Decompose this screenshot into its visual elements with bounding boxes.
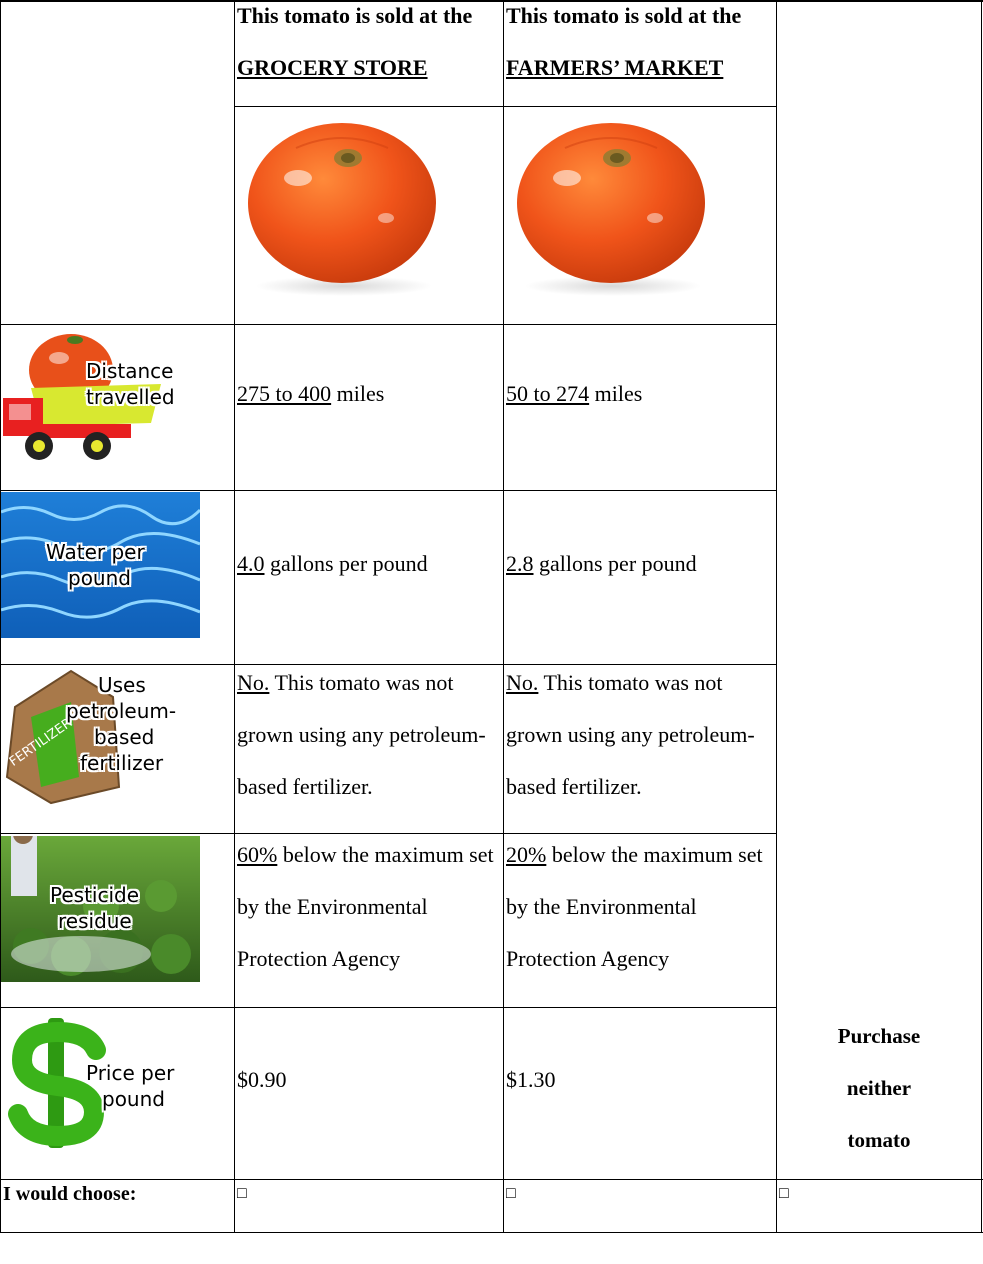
grocery-fertilizer-line3: based fertilizer. (237, 774, 373, 799)
farmers-distance (504, 368, 776, 420)
farmers-price (504, 1054, 776, 1106)
farmers-water-unit: gallons per pound (533, 551, 697, 576)
grocery-header (235, 0, 503, 94)
row-line-1 (0, 324, 777, 325)
farmers-checkbox-glyph: □ (506, 1185, 516, 1202)
grocery-store-label: GROCERY STORE (237, 55, 428, 80)
farmers-distance-unit: miles (589, 381, 643, 406)
grocery-distance-value: 275 to 400 (237, 381, 332, 406)
grocery-tomato-image (236, 108, 448, 298)
neither-checkbox-glyph: □ (779, 1185, 789, 1202)
col-line-1 (234, 0, 235, 1233)
fertilizer-label-line3: based (94, 725, 155, 749)
distance-label (86, 358, 175, 410)
border-right (981, 0, 982, 1233)
farmers-fertilizer (504, 657, 776, 813)
pesticide-label (50, 882, 139, 934)
farmers-distance-value: 50 to 274 (506, 381, 590, 406)
fertilizer-label-line4: fertilizer (80, 751, 164, 775)
price-label-line1: Price per (86, 1061, 175, 1085)
farmers-fertilizer-line1: This tomato was not (538, 670, 723, 695)
fertilizer-bag-text: FERTILIZER (6, 715, 76, 770)
grocery-distance (235, 368, 503, 420)
fertilizer-label-line2: petroleum- (66, 699, 177, 723)
farmers-tomato-image (505, 108, 717, 298)
farmers-pesticide-line2: by the Environmental (506, 894, 697, 919)
water-label-line1: Water per (46, 540, 145, 564)
grocery-checkbox[interactable] (235, 1180, 265, 1208)
grocery-price-value: $0.90 (237, 1067, 287, 1092)
farmers-pesticide (504, 829, 776, 985)
farmers-fertilizer-line3: based fertilizer. (506, 774, 642, 799)
farmers-pesticide-line3: Protection Agency (506, 946, 670, 971)
farmers-fertilizer-value: No. (506, 670, 539, 695)
farmers-fertilizer-line2: grown using any petroleum- (506, 722, 755, 747)
grocery-checkbox-glyph: □ (237, 1185, 247, 1202)
row-line-5 (0, 1007, 777, 1008)
grocery-fertilizer-line1: This tomato was not (269, 670, 454, 695)
farmers-market-label: FARMERS’ MARKET (506, 55, 724, 80)
grocery-price (235, 1054, 503, 1106)
farmers-checkbox[interactable] (504, 1180, 534, 1208)
neither-line1: Purchase (837, 1024, 921, 1048)
pesticide-label-line2: residue (58, 909, 132, 933)
fertilizer-label (66, 672, 176, 776)
farmers-water (504, 538, 776, 590)
grocery-distance-unit: miles (331, 381, 385, 406)
distance-label-line2: travelled (86, 385, 175, 409)
grocery-fertilizer (235, 657, 503, 813)
grocery-pesticide-line3: Protection Agency (237, 946, 401, 971)
distance-label-line1: Distance (86, 359, 174, 383)
farmers-header-line1: This tomato is sold at the (506, 3, 742, 28)
neither-line2: neither (846, 1076, 912, 1100)
grocery-water-unit: gallons per pound (264, 551, 428, 576)
fertilizer-label-line1: Uses (98, 673, 146, 697)
grocery-water (235, 538, 503, 590)
grocery-pesticide-line1: below the maximum set (277, 842, 494, 867)
grocery-fertilizer-value: No. (237, 670, 270, 695)
col-line-2 (503, 0, 504, 1233)
grocery-pesticide (235, 829, 503, 985)
border-bottom (0, 1232, 983, 1233)
price-label (86, 1060, 174, 1112)
farmers-price-value: $1.30 (506, 1067, 556, 1092)
neither-checkbox[interactable] (777, 1180, 807, 1208)
farmers-pesticide-line1: below the maximum set (546, 842, 763, 867)
water-label (46, 539, 145, 591)
farmers-pesticide-value: 20% (506, 842, 547, 867)
choose-label-text: I would choose: (3, 1183, 137, 1205)
row-line-2 (0, 490, 777, 491)
water-label-line2: pound (68, 566, 131, 590)
purchase-neither-option (777, 1010, 981, 1166)
grocery-fertilizer-line2: grown using any petroleum- (237, 722, 486, 747)
grocery-pesticide-value: 60% (237, 842, 278, 867)
pesticide-label-line1: Pesticide (50, 883, 140, 907)
row-line-header (234, 106, 777, 107)
grocery-pesticide-line2: by the Environmental (237, 894, 428, 919)
price-label-line2: pound (102, 1087, 165, 1111)
farmers-header (504, 0, 776, 94)
grocery-header-line1: This tomato is sold at the (237, 3, 473, 28)
choose-label (1, 1180, 234, 1208)
farmers-water-value: 2.8 (506, 551, 534, 576)
neither-line3: tomato (847, 1128, 911, 1152)
grocery-water-value: 4.0 (237, 551, 265, 576)
